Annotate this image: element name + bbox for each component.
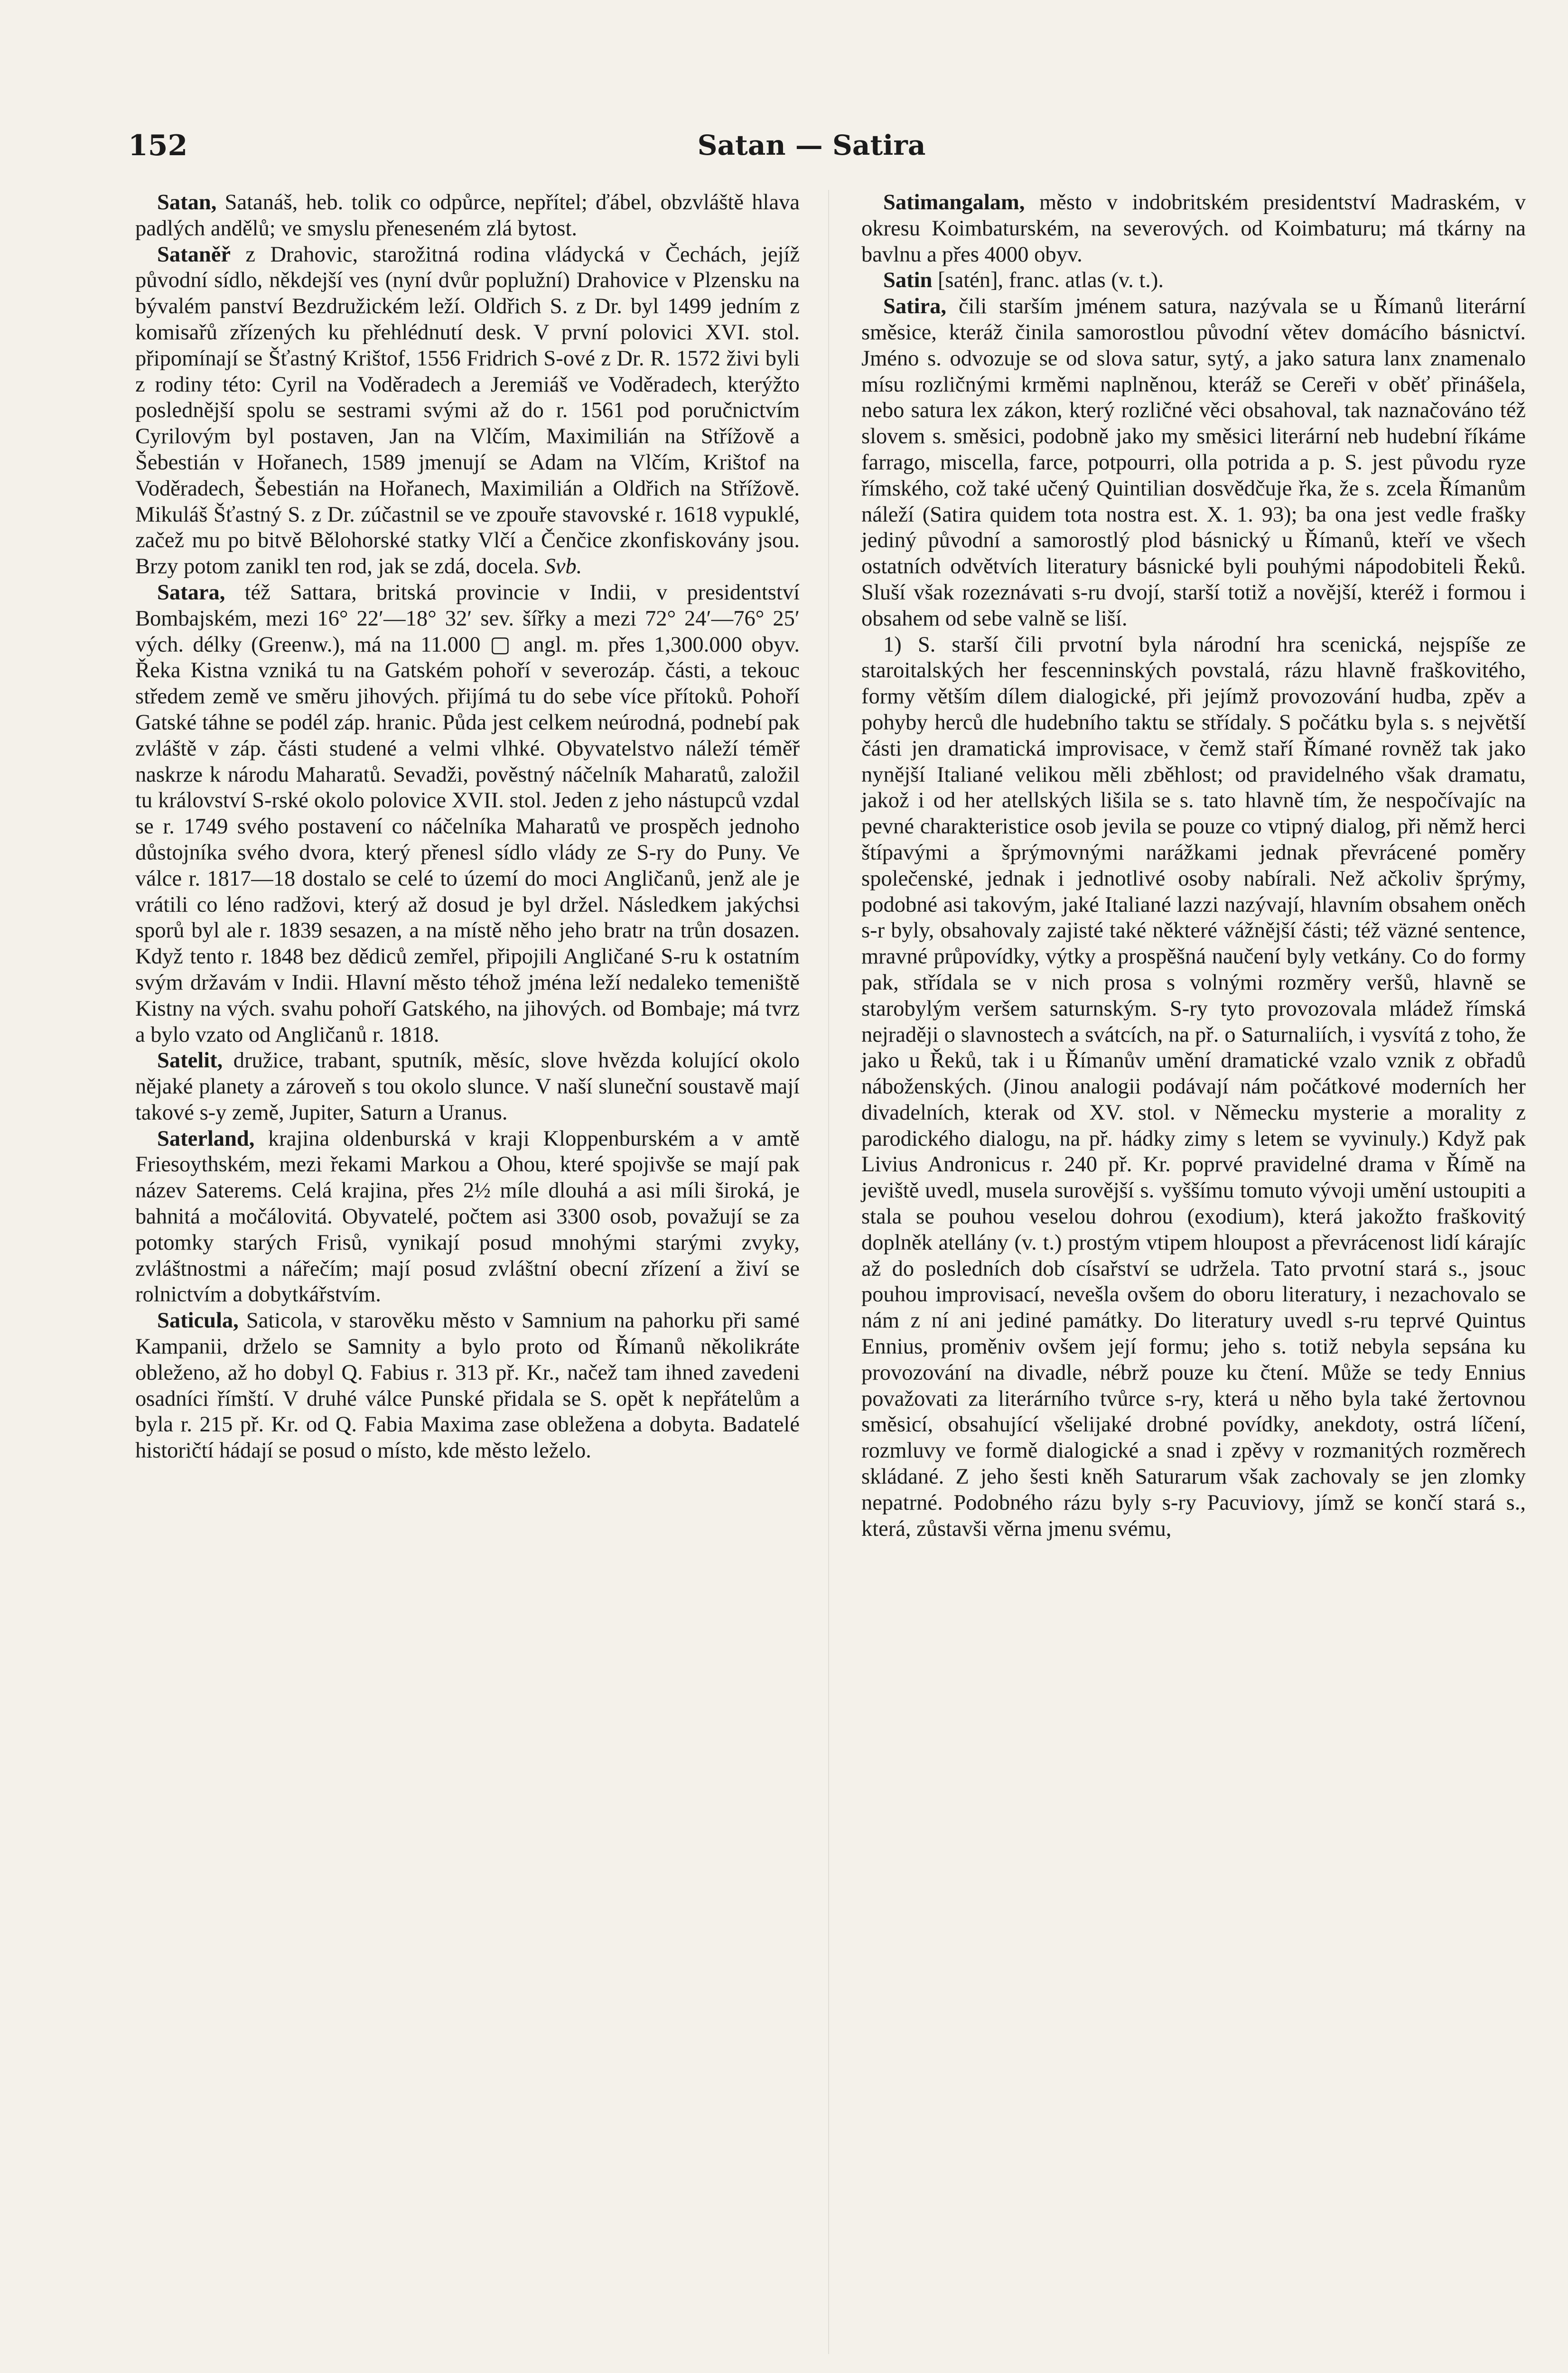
left-column (135, 190, 800, 2373)
entry-text: též Sattara, britská provincie v Indii, v presidentství Bombajském, mezi 16° 22′—18° 32′ sev. šířky a mezi 72° 24′—76° 25′ vých. délky (Greenw.), má na 11.000 ▢ angl. m. přes 1,300.000 obyv. Řeka Kistna vzniká tu na Gatském pohoří v severozáp. části, a tekouc středem země ve směru jihových. přijímá tu do sebe více přítoků. Pohoří Gatské táhne se podél záp. hranic. Půda jest celkem neúrodná, podnebí pak zvláště v záp. části studené a velmi vlhké. Obyvatelstvo náleží téměř naskrze k národu Maharatů. Sevadži, pověstný náčelník Maharatů, založil tu království S-rské okolo polovice XVII. stol. Jeden z jeho nástupců vzdal se r. 1749 svého postavení co náčelníka Maharatů ve prospěch jednoho důstojníka svého dvora, který přenesl sídlo vlády ze S-ry do Puny. Ve válce r. 1817—18 dostalo se celé to území do moci Angličanů, jenž ale je vrátili co léno radžovi, který až dosud je byl držel. Následkem jakýchsi sporů byl ale r. 1839 sesazen, a na místě něho jeho bratr na trůn dosazen. Když tento r. 1848 bez dědiců zemřel, připojili Angličané S-ru k ostatním svým državám v Indii. Hlavní město téhož jména leží nedaleko temeniště Kistny na vých. svahu pohoří Gatského, na jihových. od Bombaje; má tvrz a bylo vzato od Angličanů r. 1818. (135, 580, 800, 1047)
right-column (861, 190, 1526, 2373)
headword: Satara, (157, 580, 225, 605)
entry-saticula (135, 1308, 800, 1464)
entry-satelit (135, 1048, 800, 1126)
paragraph-satira-1: 1) S. starší čili prvotní byla národní hra scenická, nejspíše ze staroitalských her fescenninských povstalá, rázu hlavně fraškovitého, formy větším dílem dialogické, při jejímž provozování hudba, zpěv a pohyby herců dle hudebního taktu se střídaly. S počátku byla s. s největší části jen dramatická improvisace, v čemž staří Římané rovněž tak jako nynější Italiané velikou měli zběhlost; od pravidelného však dramatu, jakož i od her atellských lišila se s. tato hlavně tím, že nespočívajíc na pevné charakteristice osob jevila se pouze co vtipný dialog, při němž herci štípavými a šprýmovnými narážkami jednak převrácené poměry společenské, jednak i jednotlivé osoby nabírali. Než ačkoliv šprýmy, podobné asi takovým, jaké Italiané lazzi nazývají, hlavním obsahem oněch s-r byly, obsahovaly zajisté také některé vážnější části; též väzné sentence, mravné průpovídky, výtky a prospěšná naučení byly vetkány. Co do formy pak, střídala se v nich prosa s volnými rozměry veršů, hlavně se starobylým veršem saturnským. S-ry tyto provozovala mládež římská nejraději o slavnostech a svátcích, na př. o Saturnaliích, i vysvítá z toho, že jako u Řeků, tak i u Římanův umění dramatické vzalo vznik z obřadů náboženských. (Jinou analogii podávají nám počátkové moderních her divadelních, kterak od XV. stol. v Německu mysterie a morality z parodického dialogu, na př. hádky zimy s letem se vyvinuly.) Když pak Livius Andronicus r. 240 př. Kr. poprvé pravidelné drama v Římě na jeviště uvedl, musela surovější s. vyššímu tomuto vývoji umění ustoupiti a stala se pouhou veselou dohrou (exodium), která jakožto fraškovitý doplněk atellány (v. t.) prostým vtipem hloupost a převrácenost lidí kárajíc až do posledních dob císařství se udržela. Tato prvotní stará s., jsouc pouhou improvisací, nevešla ovšem do oboru literatury, i nezachovalo se nám z ní ani jediné památky. Do literatury uvedl s-ru teprvé Quintus Ennius, proměniv ovšem její formu; jeho s. totiž nebyla sepsána ku provozování na divadle, nébrž pouze ku čtení. Může se tedy Ennius považovati za literárního tvůrce s-ry, která u něho byla také žertovnou směsicí, obsahující všelijaké drobné povídky, anekdoty, ostrá líčení, rozmluvy ve formě dialogické a snad i zpěvy v rozmanitých rozměrech skládané. Z jeho šesti kněh Saturarum však zachovaly se jen zlomky nepatrné. Podobného rázu byly s-ry Pacuviovy, jímž se končí stará s., která, zůstavši věrna jmenu svému, (861, 632, 1526, 1541)
headword: Satimangalam, (883, 190, 1025, 215)
entry-text: Saticola, v starověku město v Samnium na pahorku při samé Kampanii, drželo se Samnity a bylo proto od Římanů několikráte obleženo, až ho dobyl Q. Fabius r. 313 př. Kr., načež tam ihned zavedeni osadníci římští. V druhé válce Punské přidala se S. opět k nepřátelům a byla r. 215 př. Kr. od Q. Fabia Maxima zase obležena a dobyta. Badatelé historičtí hádají se posud o místo, kde město leželo. (135, 1308, 800, 1463)
entry-saterland (135, 1126, 800, 1308)
entry-satan (135, 190, 800, 242)
entry-text: krajina oldenburská v kraji Kloppenburském a v amtě Friesoythském, mezi řekami Markou a Ohou, které spojivše se mají pak název Saterems. Celá krajina, přes 2½ míle dlouhá a asi míli široká, je bahnitá a močálovitá. Obyvatelé, počtem asi 3300 osob, považují se za potomky starých Frisů, vynikají posud mnohými starými zvyky, zvláštnostmi a nářečím; mají posud zvláštní obecní zřízení a živí se rolnictvím a dobytkářstvím. (135, 1126, 800, 1307)
headword: Satira, (883, 294, 947, 319)
entry-text: z Drahovic, starožitná rodina vládycká v Čechách, jejíž původní sídlo, někdejší ves (nyní dvůr poplužní) Drahovice v Plzensku na bývalém panství Bezdružickém leží. Oldřich S. z Dr. byl 1499 jedním z komisařů zřízených ku přehlédnutí desk. V první polovici XVI. stol. připomínají se Šťastný Krištof, 1556 Fridrich S-ové z Dr. R. 1572 živi byli z rodiny této: Cyril na Voděradech a Jeremiáš ve Voděradech, kterýžto poslednější spolu se sestrami svými až do r. 1561 pod poručnictvím Cyrilovým byl postaven, Jan na Vlčím, Maximilián na Střížově a Šebestián v Hořanech, 1589 jmenují se Adam na Vlčím, Krištof na Voděradech, Šebestián na Hořanech, Maximilián a Oldřich na Střížově. Mikuláš Šťastný S. z Dr. zúčastnil se ve zpouře stavovské r. 1618 vypuklé, začež mu po bitvě Bělohorské statky Vlčí a Čenčice zkonfiskovány jsou. Brzy potom zanikl ten rod, jak se zdá, docela. (135, 242, 800, 579)
page-number: 152 (128, 129, 188, 162)
entry-text: Satanáš, heb. tolik co odpůrce, nepřítel; ďábel, obzvláště hlava padlých andělů; ve smyslu přeneseném zlá bytost. (135, 190, 800, 241)
headword: Satin (883, 268, 933, 293)
running-head: Satan — Satira (697, 129, 926, 161)
page-header (128, 129, 1495, 172)
entry-satin (861, 268, 1526, 294)
headword: Satelit, (157, 1048, 223, 1073)
entry-satara (135, 580, 800, 1048)
headword: Saticula, (157, 1308, 239, 1333)
entry-satimangalam (861, 190, 1526, 268)
headword: Sataněř (157, 242, 231, 267)
column-divider (828, 190, 829, 2354)
entry-satira (861, 294, 1526, 632)
entry-text: [satén], franc. atlas (v. t.). (932, 268, 1164, 293)
headword: Satan, (157, 190, 217, 215)
headword: Saterland, (157, 1126, 255, 1151)
author-signature: Svb. (544, 554, 582, 579)
entry-sataner (135, 242, 800, 580)
entry-text: město v indobritském presidentství Madraském, v okresu Koimbaturském, na severových. od Koimbaturu; má tkárny na bavlnu a přes 4000 obyv. (861, 190, 1526, 267)
entry-text: čili starším jménem satura, nazývala se u Římanů literární směsice, kteráž činila samorostlou původní větev domácího básnictví. Jméno s. odvozuje se od slova satur, sytý, a jako satura lanx znamenalo mísu rozličnými krměmi naplněnou, kteráž se Cereři v oběť přinášela, nebo satura lex zákon, který rozličné věci obsahoval, tak naznačováno též slovem s. směsici, podobně jako my směsici literární neb hudební říkáme farrago, miscella, farce, potpourri, olla potrida a p. S. jest původu ryze římského, což také učený Quintilian dosvědčuje řka, že s. zcela Římanům náleží (Satira quidem tota nostra est. X. 1. 93); ba ona jest vedle frašky jediný původní a samorostlý plod básnický u Římanů, kteří ve všech ostatních odvětvích literatury básnické byli pouhými nápodobiteli Řeků. Sluší však rozeznávati s-ru dvojí, starší totiž a novější, kteréž i formou i obsahem od sebe valně se liší. (861, 294, 1526, 631)
entry-text: družice, trabant, sputník, měsíc, slove hvězda kolující okolo nějaké planety a zároveň s tou okolo slunce. V naší sluneční soustavě mají takové s-y země, Jupiter, Saturn a Uranus. (135, 1048, 800, 1125)
